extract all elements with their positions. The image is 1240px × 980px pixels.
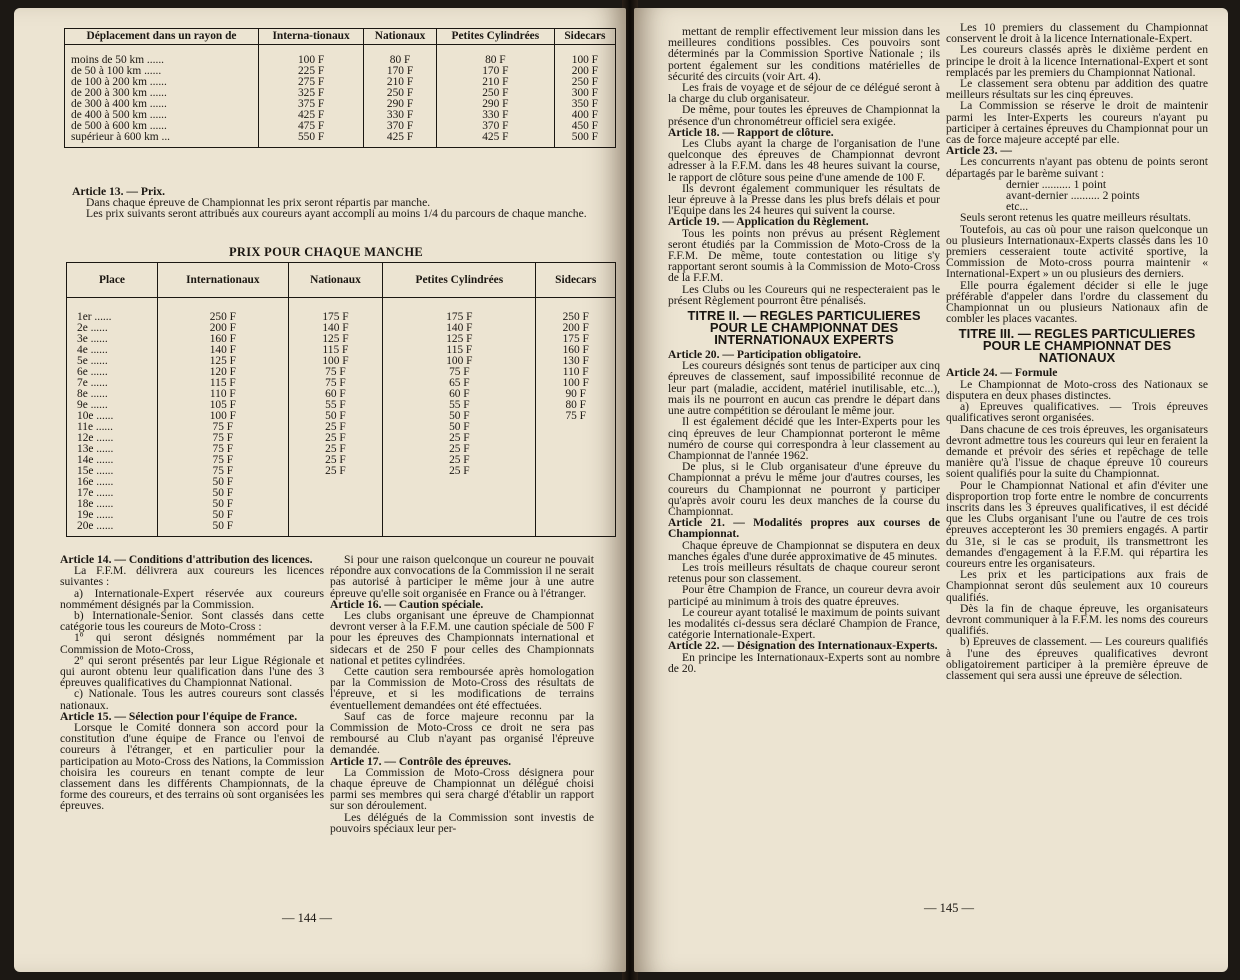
table2-cell: 50 F	[325, 410, 346, 422]
right-column-1	[668, 26, 940, 674]
table2-cell: 3e ......	[77, 333, 108, 345]
table1-header: Déplacement dans un rayon de	[65, 29, 259, 45]
table2-cell: 50 F	[449, 410, 470, 422]
table1-cell: 170 F	[364, 66, 437, 77]
sidecars-column-list	[546, 312, 605, 422]
table1-cell: 400 F	[554, 110, 615, 121]
paragraph: Il est également décidé que les Inter-Experts pour les cinq épreuves de leur Championnat porteront le même numéro de course qui correspondra à leur classement au Championnat de l'année 1962.	[668, 415, 940, 462]
table1-cell: de 400 à 500 km ......	[65, 110, 259, 121]
page-number-left: — 144 —	[282, 911, 332, 925]
table2-cell: 17e ......	[77, 487, 114, 499]
paragraph: Dans chacune de ces trois épreuves, les organisateurs devront admettre tous les coureurs qui leur en feraient la demande et prévoir des séries et repêchage de telle manière qu'à l'issue de chaque épreuve 10 coureurs soient qualifiés pour la suite du Championnat.	[946, 422, 1208, 481]
table1-cell: 100 F	[554, 55, 615, 66]
table2-cell: 25 F	[325, 454, 346, 466]
article-13	[72, 186, 620, 220]
paragraph: c) Nationale. Tous les autres coureurs sont classés nationaux.	[60, 687, 324, 712]
paragraph: Les coureurs désignés sont tenus de participer aux cinq épreuves de classement, sauf impossibilité reconnue de leur part (maladie, accident, matériel inutilisable, etc...), mais ils ne pourront en aucun cas prendre le départ dans une autre compétition se déroulant le même jour.	[668, 359, 940, 418]
table1-header: Sidecars	[554, 29, 615, 45]
paragraph: Chaque épreuve de Championnat se disputera en deux manches égales d'une durée approximative de 45 minutes.	[668, 538, 940, 563]
place-column-list	[77, 312, 147, 532]
internationaux-column-list	[168, 312, 278, 532]
prize-table-title: PRIX POUR CHAQUE MANCHE	[229, 245, 424, 259]
table1-cell: 425 F	[436, 132, 554, 148]
table1-cell: 330 F	[436, 110, 554, 121]
article-heading: Article 23. —	[946, 144, 1012, 158]
article-heading: Article 20. — Participation obligatoire.	[668, 348, 861, 362]
paragraph: Les coureurs classés après le dixième perdent en principe le droit à la licence International-Expert et sont remplacés par les premiers du Championnat National.	[946, 43, 1208, 79]
table2-cell: 14e ......	[77, 454, 114, 466]
table2-cell: 11e ......	[77, 421, 113, 433]
paragraph: etc...	[1006, 200, 1029, 214]
table2-cell: 50 F	[212, 520, 234, 532]
table2-cell: 105 F	[209, 399, 236, 411]
paragraph: Les délégués de la Commission sont investis de pouvoirs spéciaux leur per-	[330, 810, 594, 835]
table2-header: Place	[67, 263, 158, 298]
petites-cylindrees-column	[383, 298, 536, 537]
table1-cell: de 300 à 400 km ......	[65, 99, 259, 110]
table2-cell: 140 F	[446, 322, 473, 334]
travel-allowance-table	[64, 28, 616, 148]
paragraph: Tous les points non prévus au présent Règlement seront étudiés par la Commission de Moto-Cross de la F.F.M. De même, toute contestation ou litige s'y rapportant seront soumis à la Commission de Moto-Cross de la F.F.M.	[668, 226, 940, 285]
article-heading: Article 19. — Application du Règlement.	[668, 215, 869, 229]
paragraph: Les clubs organisant une épreuve de Championnat devront verser à la F.F.M. une caution spéciale de 500 F pour les épreuves des Championnats international et sidecars et de 250 F pour celles des Championnats national et petites cylindrées.	[330, 609, 594, 667]
article-heading: Article 15. — Sélection pour l'équipe de France.	[60, 709, 298, 723]
table2-header: Sidecars	[536, 263, 616, 298]
page-number-right: — 145 —	[924, 901, 974, 915]
table2-cell: 6e ......	[77, 366, 108, 378]
paragraph: Seuls seront retenus les quatre meilleurs résultats.	[960, 211, 1191, 225]
paragraph: Pour le Championnat National et afin d'éviter une disproportion trop forte entre le nombre de concurrents inscrits dans les 3 épreuves qualificatives, il est décidé que les Clubs organisant l'une ou l'autre de ces trois épreuves accepteront les 30 premiers engagés. A partir du 31e, si le cas se produit, ils transmettront les demandes d'engagement à la F.F.M. qui répartira les coureurs entre les organisateurs.	[946, 478, 1208, 570]
place-column	[67, 298, 158, 537]
paragraph: De plus, si le Club organisateur d'une épreuve du Championnat a prévu le même jour d'autres courses, les coureurs du Championnat ne pourront y participer qu'après avoir couru les deux manches de la course du Championnat.	[668, 460, 940, 518]
paragraph: dernier .......... 1 point	[1006, 177, 1107, 191]
table1-cell: 325 F	[258, 88, 363, 99]
table1-cell: supérieur à 600 km ...	[65, 132, 259, 148]
table2-cell: 25 F	[325, 465, 346, 477]
table1-cell: 550 F	[258, 132, 363, 148]
table2-cell: 13e ......	[77, 443, 114, 455]
table1-cell: 100 F	[258, 55, 363, 66]
table2-cell: 16e ......	[77, 476, 114, 488]
section-title: TITRE II. — REGLES PARTICULIERES POUR LE CHAMPIONNAT DES INTERNATIONAUX EXPERTS	[687, 308, 921, 348]
table2-cell: 55 F	[325, 399, 346, 411]
table2-cell: 7e ......	[77, 377, 108, 389]
article-heading: Article 22. — Désignation des Internationaux-Experts.	[668, 639, 938, 653]
table1-cell: 330 F	[364, 110, 437, 121]
paragraph: Les 10 premiers du classement du Championnat conservent le droit à la licence Internationale-Expert.	[946, 21, 1208, 46]
table2-cell: 50 F	[449, 421, 470, 433]
prize-per-heat-table	[66, 262, 616, 537]
paragraph: 2º qui seront présentés par leur Ligue Régionale et qui auront obtenu leur qualification dans l'une des 3 épreuves qualificatives du Championnat National.	[60, 653, 324, 690]
table1-cell: 250 F	[364, 88, 437, 99]
paragraph: En principe les Internationaux-Experts sont au nombre de 20.	[668, 650, 940, 675]
table2-cell: 115 F	[209, 377, 236, 389]
article-heading: Article 16. — Caution spéciale.	[330, 597, 484, 611]
paragraph: Pour être Champion de France, un coureur devra avoir participé au minimum à trois des quatre épreuves.	[668, 583, 940, 608]
paragraph: De même, pour toutes les épreuves de Championnat la présence d'un chronométreur officiel sera exigée.	[668, 103, 940, 128]
table2-cell: 160 F	[209, 333, 236, 345]
table2-cell: 50 F	[212, 509, 234, 521]
table2-cell: 4e ......	[77, 344, 108, 356]
paragraph: Le classement sera obtenu par addition des quatre meilleurs résultats sur les cinq épreuves.	[946, 77, 1208, 102]
table2-cell: 100 F	[322, 355, 349, 367]
paragraph: Dès la fin de chaque épreuve, les organisateurs devront communiquer à la F.F.M. les noms des coureurs qualifiés.	[946, 601, 1208, 638]
table2-cell: 8e ......	[77, 388, 108, 400]
nationaux-column-list	[299, 312, 373, 477]
table2-cell: 19e ......	[77, 509, 114, 521]
table1-cell: 210 F	[364, 77, 437, 88]
table2-header: Nationaux	[288, 263, 383, 298]
table2-cell: 75 F	[325, 366, 346, 378]
sidecars-column	[536, 298, 616, 537]
table2-cell: 50 F	[212, 476, 234, 488]
table1-cell: 170 F	[436, 66, 554, 77]
paragraph: Les prix et les participations aux frais de Championnat seront dûs seulement aux 10 coureurs qualifiés.	[946, 568, 1208, 604]
table2-cell: 175 F	[446, 311, 473, 323]
page-left	[14, 8, 626, 972]
paragraph: La Commission de Moto-Cross désignera pour chaque épreuve de Championnat un délégué choisi parmi ses membres qui sera chargé d'établir un rapport sur son déroulement.	[330, 765, 594, 813]
table1-header: Interna-tionaux	[258, 29, 363, 45]
petites-cylindrees-column-list	[393, 312, 525, 477]
table2-cell: 75 F	[449, 366, 470, 378]
table1-cell: 300 F	[554, 88, 615, 99]
table2-cell: 175 F	[562, 333, 589, 345]
table2-cell: 50 F	[212, 487, 234, 499]
paragraph: Cette caution sera remboursée après homologation par la Commission de Moto-Cross des résultats de l'épreuve, et si les modifications de terrains éventuellement demandées ont été effectuées.	[330, 665, 594, 712]
table2-cell: 25 F	[449, 443, 470, 455]
paragraph: Si pour une raison quelconque un coureur ne pouvait répondre aux convocations de la Commission il ne serait pas autorisé à participer le même jour à une autre épreuve qu'elle soit organisée en France ou à l'étranger.	[330, 553, 594, 600]
table1-cell: 500 F	[554, 132, 615, 148]
table1-cell: 375 F	[258, 99, 363, 110]
paragraph: Elle pourra également décider si elle le juge préférable d'appeler dans l'ordre du classement du Championnat un ou plusieurs Nationaux afin de combler les places vacantes.	[946, 278, 1208, 326]
table2-cell: 60 F	[325, 388, 346, 400]
table2-cell: 60 F	[449, 388, 470, 400]
table2-cell: 15e ......	[77, 465, 114, 477]
table2-cell: 115 F	[446, 344, 473, 356]
article-heading: Article 17. — Contrôle des épreuves.	[330, 754, 512, 768]
table1-cell: 290 F	[436, 99, 554, 110]
paragraph: b) Internationale-Senior. Sont classés dans cette catégorie tous les coureurs de Moto-Cross :	[60, 609, 324, 634]
table1-cell: de 50 à 100 km ......	[65, 66, 259, 77]
table2-cell: 100 F	[209, 410, 236, 422]
table1-cell: moins de 50 km ......	[65, 55, 259, 66]
table1-cell: 425 F	[364, 132, 437, 148]
table2-header: Internationaux	[158, 263, 289, 298]
article-13-p1: Dans chaque épreuve de Championnat les prix seront répartis par manche.	[86, 196, 431, 210]
table2-cell: 50 F	[212, 498, 234, 510]
table1-cell: 290 F	[364, 99, 437, 110]
table1-cell: 80 F	[364, 55, 437, 66]
table2-cell: 175 F	[322, 311, 349, 323]
article-13-heading: Article 13. — Prix.	[72, 185, 166, 198]
paragraph: Le coureur ayant totalisé le maximum de points suivant les modalités ci-dessus sera déclaré Champion de France, catégorie Internationale-Expert.	[668, 605, 940, 642]
table2-cell: 1er ......	[77, 311, 112, 323]
table1-cell: 450 F	[554, 121, 615, 132]
table2-cell: 110 F	[562, 366, 589, 378]
nationaux-column	[288, 298, 383, 537]
paragraph: b) Epreuves de classement. — Les coureurs qualifiés à l'une des épreuves qualificatives devront obligatoirement participer à la première épreuve de classement qui sera aussi une épreuve de sélection.	[946, 635, 1208, 682]
paragraph: avant-dernier .......... 2 points	[1006, 189, 1140, 203]
table1-cell: de 200 à 300 km ......	[65, 88, 259, 99]
article-heading: Article 14. — Conditions d'attribution des licences.	[60, 553, 313, 566]
paragraph: 1º qui seront désignés nommément par la Commission de Moto-Cross,	[60, 631, 324, 656]
table2-cell: 160 F	[562, 344, 589, 356]
paragraph: Ils devront également communiquer les résultats de leur épreuve à la Presse dans les plus brefs délais et pour l'Equipe dans les 24 heures qui suivent la course.	[668, 181, 940, 218]
table2-cell: 25 F	[449, 454, 470, 466]
paragraph: Le Championnat de Moto-cross des Nationaux se disputera en deux phases distinctes.	[946, 377, 1208, 402]
table2-cell: 2e ......	[77, 322, 108, 334]
table1-cell: 225 F	[258, 66, 363, 77]
table1-cell: 370 F	[436, 121, 554, 132]
table2-cell: 120 F	[209, 366, 236, 378]
table2-cell: 75 F	[212, 454, 234, 466]
paragraph: Les concurrents n'ayant pas obtenu de points seront départagés par le barème suivant :	[946, 155, 1208, 180]
table2-cell: 80 F	[565, 399, 587, 411]
table1-header: Petites Cylindrées	[436, 29, 554, 45]
paragraph: Lorsque le Comité donnera son accord pour la constitution d'une équipe de France ou l'envoi de coureurs à l'étranger, et en particulier pour la participation au Moto-Cross des Nations, la Commission choisira les coureurs en tenant compte de leur classement dans les différents Championnats, de la forme des coureurs, et des terrains où sont organisées les épreuves.	[60, 721, 324, 813]
paragraph: a) Internationale-Expert réservée aux coureurs nommément désignés par la Commission.	[60, 586, 324, 611]
table2-cell: 10e ......	[77, 410, 114, 422]
paragraph: Sauf cas de force majeure reconnu par la Commission de Moto-Cross ce droit ne sera pas remboursé au Club n'ayant pas organisé l'épreuve demandée.	[330, 709, 594, 757]
table1-cell: 210 F	[436, 77, 554, 88]
table2-cell: 75 F	[212, 421, 234, 433]
table2-cell: 25 F	[325, 421, 346, 433]
article-heading: Article 24. — Formule	[946, 366, 1058, 380]
table1-cell: 200 F	[554, 66, 615, 77]
table2-cell: 25 F	[449, 465, 470, 477]
table2-cell: 75 F	[565, 410, 587, 422]
table2-cell: 25 F	[325, 432, 346, 444]
article-13-p2: Les prix suivants seront attribués aux coureurs ayant accompli au moins 1/4 du parcours de chaque manche.	[86, 207, 587, 221]
table2-cell: 125 F	[446, 333, 473, 345]
table2-cell: 115 F	[322, 344, 349, 356]
table2-cell: 140 F	[209, 344, 236, 356]
paragraph: La F.F.M. délivrera aux coureurs les licences suivantes :	[60, 564, 324, 589]
table2-cell: 75 F	[212, 432, 234, 444]
page-right	[634, 8, 1228, 972]
table2-cell: 75 F	[212, 443, 234, 455]
paragraph: mettant de remplir effectivement leur mission dans les meilleures conditions possibles. Ces pouvoirs sont déterminés par la Commission Sportive Nationale ; ils portent également sur les conditions matérielles de sécurité des circuits (voir Art. 4).	[668, 25, 940, 83]
table1-cell: 80 F	[436, 55, 554, 66]
paragraph: a) Epreuves qualificatives. — Trois épreuves qualificatives seront organisées.	[946, 400, 1208, 425]
table1-cell: de 100 à 200 km ......	[65, 77, 259, 88]
table2-cell: 55 F	[449, 399, 470, 411]
table1-cell: 250 F	[436, 88, 554, 99]
paragraph: La Commission se réserve le droit de maintenir parmi les Inter-Experts les coureurs n'ayant pu participer à certaines épreuves du Championnat pour un cas de force majeure accepté par elle.	[946, 99, 1208, 147]
table2-cell: 18e ......	[77, 498, 114, 510]
table1-cell: 475 F	[258, 121, 363, 132]
table2-cell: 20e ......	[77, 520, 114, 532]
table1-cell: 425 F	[258, 110, 363, 121]
table2-cell: 200 F	[209, 322, 236, 334]
table2-cell: 100 F	[562, 377, 589, 389]
internationaux-column	[158, 298, 289, 537]
table2-cell: 125 F	[322, 333, 349, 345]
table2-cell: 9e ......	[77, 399, 108, 411]
table2-cell: 250 F	[562, 311, 589, 323]
table1-cell: 370 F	[364, 121, 437, 132]
table2-cell: 100 F	[446, 355, 473, 367]
table2-cell: 75 F	[212, 465, 234, 477]
table1-cell: de 500 à 600 km ......	[65, 121, 259, 132]
table1-header: Nationaux	[364, 29, 437, 45]
section-title: TITRE III. — REGLES PARTICULIERES POUR LE CHAMPIONNAT DES NATIONAUX	[958, 326, 1196, 366]
paragraph: Toutefois, au cas où pour une raison quelconque un ou plusieurs Internationaux-Experts classés dans les 10 premiers cesseraient toute activité sportive, la Commission de Moto-cross pourra maintenir « International-Expert » un ou plusieurs des derniers.	[946, 222, 1208, 281]
table-row	[65, 132, 616, 148]
article-heading: Article 18. — Rapport de clôture.	[668, 125, 834, 139]
table2-cell: 5e ......	[77, 355, 108, 367]
table1-cell: 275 F	[258, 77, 363, 88]
table2-cell: 25 F	[449, 432, 470, 444]
table2-cell: 110 F	[209, 388, 236, 400]
table2-cell: 65 F	[449, 377, 470, 389]
table2-cell: 140 F	[322, 322, 349, 334]
table2-cell: 12e ......	[77, 432, 114, 444]
paragraph: Les Clubs ayant la charge de l'organisation de l'une quelconque des épreuves de Championnat devront adresser à la F.F.M. dans les 48 heures suivant la course, le rapport de clôture sous peine d'une amende de 100 F.	[668, 137, 940, 184]
paragraph: Les frais de voyage et de séjour de ce délégué seront à la charge du club organisateur.	[668, 81, 940, 106]
table2-cell: 130 F	[562, 355, 589, 367]
table2-cell: 25 F	[325, 443, 346, 455]
article-heading: Article 21. — Modalités propres aux courses de Championnat.	[668, 516, 940, 541]
table2-cell: 200 F	[562, 322, 589, 334]
table1-cell: 250 F	[554, 77, 615, 88]
table2-header: Petites Cylindrées	[383, 263, 536, 298]
paragraph: Les Clubs ou les Coureurs qui ne respecteraient pas le présent Règlement pourront être pénalisés.	[668, 282, 940, 307]
right-column-2	[946, 22, 1208, 681]
table2-cell: 250 F	[209, 311, 236, 323]
left-column-1	[60, 554, 324, 812]
table1-cell: 350 F	[554, 99, 615, 110]
left-column-2	[330, 554, 594, 834]
table2-cell: 90 F	[565, 388, 587, 400]
paragraph: Les trois meilleurs résultats de chaque coureur seront retenus pour son classement.	[668, 560, 940, 586]
table2-cell: 75 F	[325, 377, 346, 389]
table2-cell: 125 F	[209, 355, 236, 367]
